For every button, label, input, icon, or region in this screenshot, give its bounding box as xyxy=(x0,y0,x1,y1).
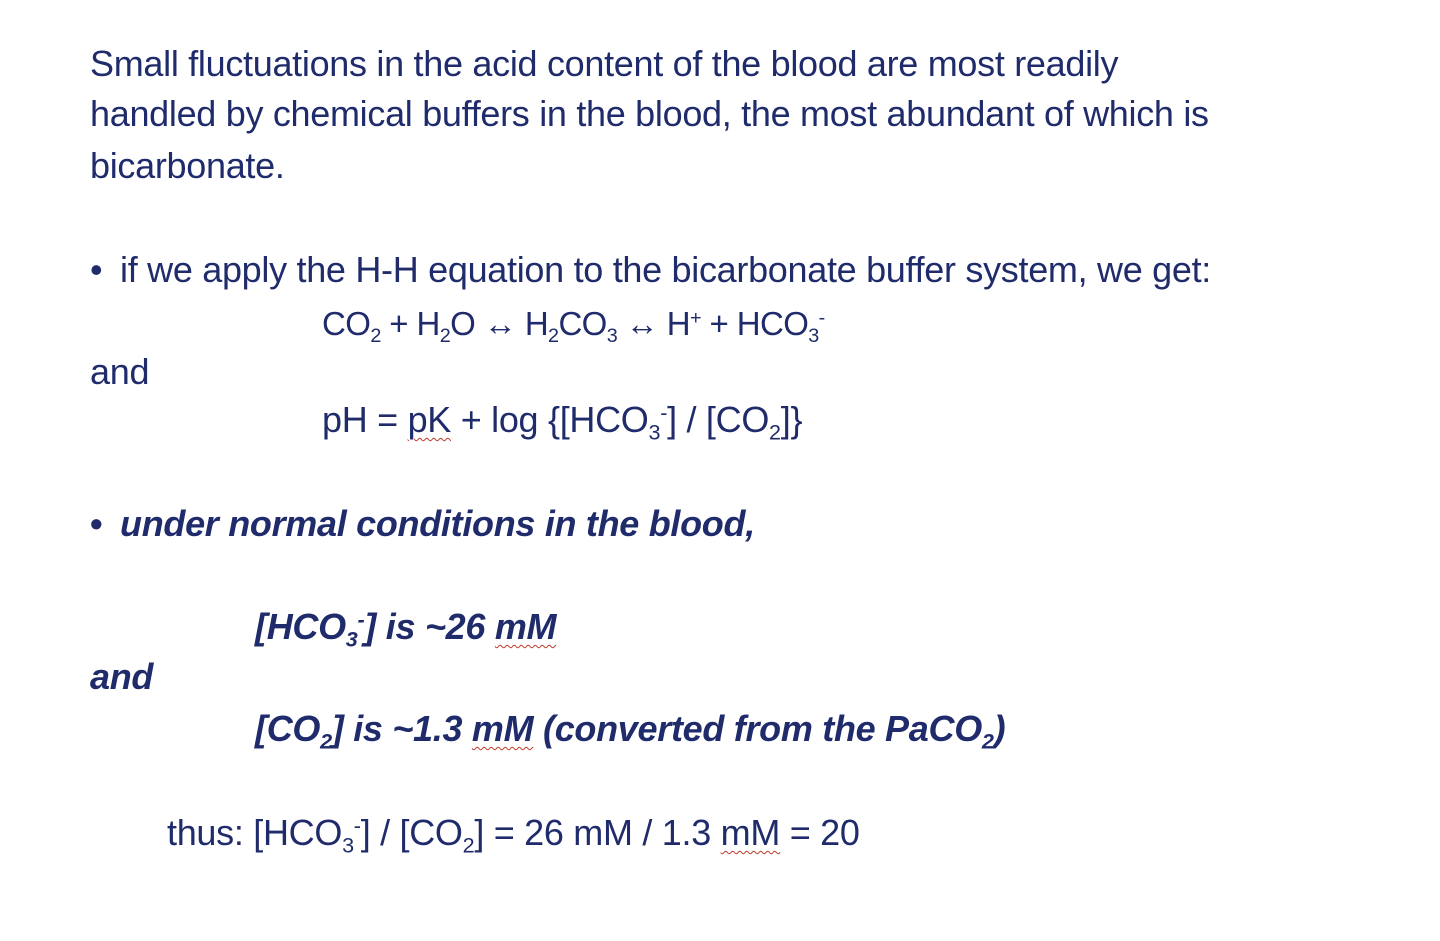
bullet-text: if we apply the H-H equation to the bicarbonate buffer system, we get: xyxy=(120,249,1211,290)
intro-line-3: bicarbonate. xyxy=(90,145,285,186)
bicarbonate-concentration: $[HCO_3^-]$ is ~26 mM xyxy=(255,606,557,652)
intro-line-1: Small fluctuations in the acid content of the blood are most readily xyxy=(90,43,1119,84)
bullet-text: under normal conditions in the blood, xyxy=(120,503,755,544)
and-label: and xyxy=(90,656,154,697)
bicarbonate-reaction-equation: $CO_2 + H_2O$ ↔ $H_2CO_3$ ↔ $H^+ + HCO_3^-$ xyxy=(322,305,825,347)
double-arrow-icon: ↔ xyxy=(483,305,517,342)
bullet-item-normal-conditions xyxy=(90,502,755,546)
bullet-marker: • xyxy=(90,503,103,544)
henderson-hasselbalch-equation: pH = pK + $\log \{[HCO_3^-] / [CO_2]\}$ xyxy=(322,399,803,445)
intro-line-2: handled by chemical buffers in the blood, the most abundant of which is xyxy=(90,93,1209,134)
co2-concentration: $[CO_2]$ is ~1.3 mM (converted from the PaCO$_2$) xyxy=(255,708,1006,754)
bullet-item-hh-equation xyxy=(90,248,1211,292)
bullet-marker: • xyxy=(90,249,103,290)
double-arrow-icon: ↔ xyxy=(625,305,659,342)
and-label: and xyxy=(90,351,150,392)
ratio-calculation: thus: $[HCO_3^-] / [CO_2] = 26$ mM / 1.3 mM = 20 xyxy=(167,812,860,858)
